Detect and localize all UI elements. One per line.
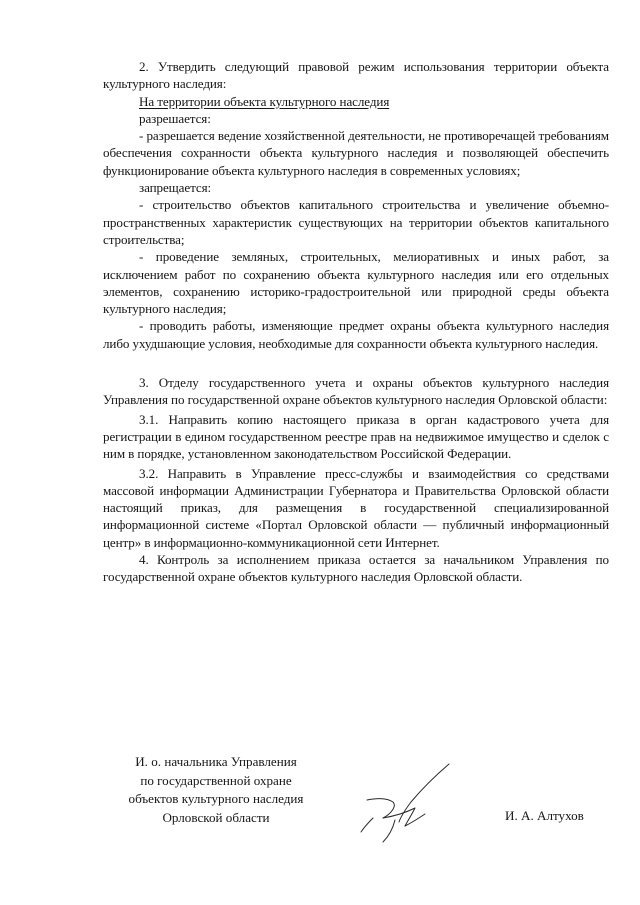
document-body: [103, 58, 609, 586]
signatory-title-line: Орловской области: [162, 809, 270, 825]
item-3-1: 3.1. Направить копию настоящего приказа в орган кадастрового учета для регистрации в едином государственном реестре прав на недвижимое имущество и сделок с ним в порядке, установленном законодательством Российской Федерации.: [103, 411, 609, 462]
signatory-title: [86, 753, 346, 827]
item-3-2: 3.2. Направить в Управление пресс-службы и взаимодействия со средствами массовой информации Администрации Губернатора и Правительства Орловской области настоящий приказ, для размещения в государственной специализированной информационной системе «Портал Орловской области — публичный информационный центр» в информационно-коммуникационной сети Интернет.: [103, 465, 609, 550]
signatory-name: И. А. Алтухов: [505, 808, 584, 823]
section-3-intro: 3. Отделу государственного учета и охраны объектов культурного наследия Управления по государственной охране объектов культурного наследия Орловской области:: [103, 375, 609, 408]
territory-heading: На территории объекта культурного наследия: [139, 93, 390, 109]
allowed-label: разрешается:: [139, 110, 211, 126]
forbidden-item: - проведение земляных, строительных, мелиоративных и иных работ, за исключением работ по сохранению объекта культурного наследия или его отдельных элементов, сохранению историко-градостроительной или природной среды объекта культурного наследия;: [103, 249, 609, 317]
handwritten-signature: [355, 760, 470, 845]
signatory-title-line: И. о. начальника Управления: [135, 754, 297, 769]
signatory-title-line: объектов культурного наследия: [128, 791, 304, 806]
forbidden-item: - строительство объектов капитального строительства и увеличение объемно-пространственных характеристик существующих на территории объектов капитального строительства;: [103, 197, 609, 247]
signatory-title-line: по государственной охране: [140, 772, 292, 788]
forbidden-item: - проводить работы, изменяющие предмет охраны объекта культурного наследия либо ухудшающие условия, необходимые для сохранности объекта культурного наследия.: [103, 318, 609, 351]
allowed-item: - разрешается ведение хозяйственной деятельности, не противоречащей требованиям обеспечения сохранности объекта культурного наследия и позволяющей обеспечить функционирование объекта культурного наследия в современных условиях;: [103, 128, 609, 178]
forbidden-label: запрещается:: [139, 180, 212, 196]
section-2-intro: 2. Утвердить следующий правовой режим использования территории объекта культурного наследия:: [103, 59, 609, 92]
section-4: 4. Контроль за исполнением приказа остается за начальником Управления по государственной охране объектов культурного наследия Орловской области.: [103, 552, 609, 585]
